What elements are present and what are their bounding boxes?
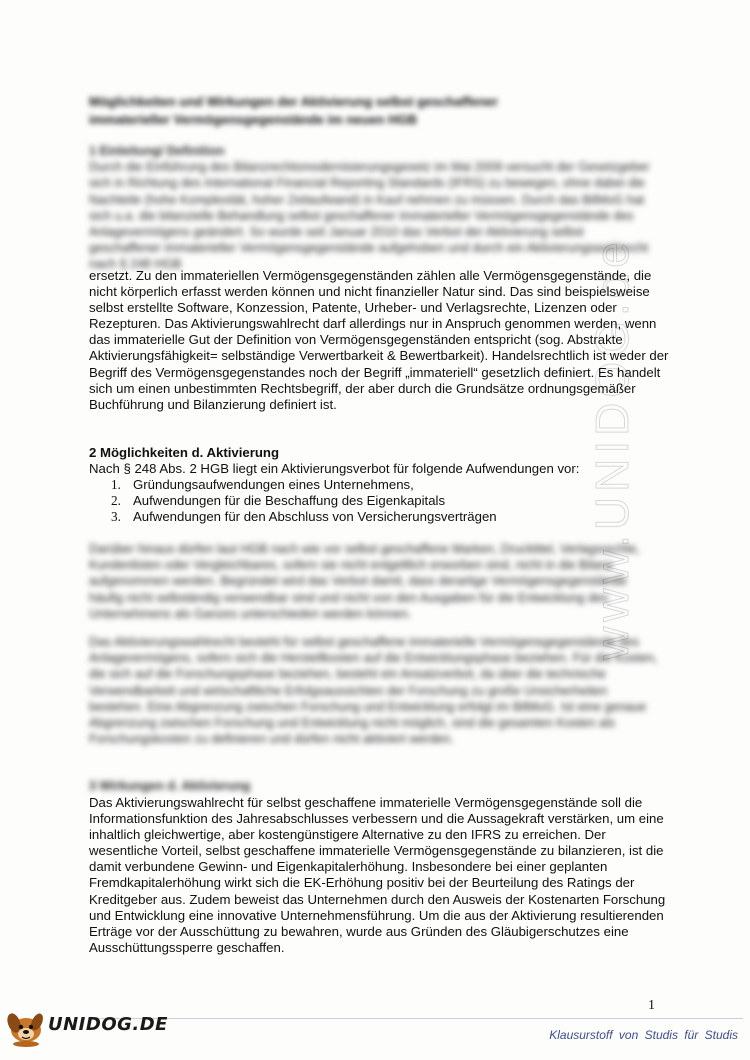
- logo-text: UNIDOG.DE: [48, 1014, 168, 1035]
- exclusion-list: [89, 477, 669, 525]
- list-item-number: 1.: [111, 477, 121, 493]
- list-item-text: Aufwendungen für die Beschaffung des Eigenkapitals: [133, 493, 446, 509]
- section1-blurred-block: [89, 143, 659, 273]
- list-item: [89, 493, 669, 509]
- section3-heading-text: 3 Wirkungen d. Aktivierung: [89, 779, 251, 793]
- list-item-number: 2.: [111, 493, 121, 509]
- list-item-text: Aufwendungen für den Abschluss von Versicherungsverträgen: [133, 509, 497, 525]
- list-item: [89, 509, 669, 525]
- list-item-number: 3.: [111, 509, 121, 525]
- document-title: [89, 93, 649, 129]
- section2-intro: Nach § 248 Abs. 2 HGB liegt ein Aktivierungsverbot für folgende Aufwendungen vor:: [89, 461, 580, 477]
- watermark: www.UNIDOG.de: [586, 237, 638, 660]
- section2-block: [89, 445, 669, 525]
- title-line-2: immaterieller Vermögensgegenstände im neuen HGB: [89, 112, 417, 127]
- section3-heading: [89, 778, 659, 794]
- section1-blurred-text: Durch die Einführung des Bilanzrechtsmodernisierungsgesetz im Mai 2009 versucht der Gesetzgeber sich in Richtung des International Financial Reporting Standards (IFRS) zu bewegen, ohne dabei die Nachteile (hohe Komplexität, hoher Zeitaufwand) in Kauf nehmen zu müssen. Durch das BilMoG hat sich u.a. die bilanzielle Behandlung selbst geschaffener immaterieller Vermögensgegenstände des Anlagevermögens geändert. So wurde seit Januar 2010 das Verbot der Aktivierung selbst geschaffener immaterieller Vermögensgegenstände aufgehoben und durch ein Aktivierungswahlrecht nach § 248 HGB: [89, 160, 650, 272]
- section2-blurred-para-1: Darüber hinaus dürfen laut HGB nach wie vor selbst geschaffene Marken, Drucktitel, Verlagsrechte, Kundenlisten oder Vergleichbares, sofern sie nicht entgeltlich erworben sind, nicht in die Bilanz aufgenommen werden. Begründet wird das Verbot damit, dass derartige Vermögensgegenstände häufig nicht selbständig verwendbar sind und nicht von den Ausgaben für die Entwicklung des Unternehmens als Ganzes unterschieden werden können.: [89, 542, 640, 621]
- section2-blurred-para-2: Das Aktivierungswahlrecht besteht für selbst geschaffene immaterielle Vermögensgegenstände des Anlagevermögens, sofern sich die Herstellkosten auf die Entwicklungsphase beziehen. Für die Kosten, die sich auf die Forschungsphase beziehen, besteht ein Ansatzverbot, da über die technische Verwendbarkeit und wirtschaftliche Erfolgsaussichten der Forschung zu große Unsicherheiten bestehen. Eine Abgrenzung zwischen Forschung und Entwicklung erfolgt im BilMoG. Ist eine genaue Abgrenzung zwischen Forschung und Entwicklung nicht möglich, sind die gesamten Kosten als Forschungskosten zu definieren und dürfen nicht aktiviert werden.: [89, 635, 658, 747]
- page-number: 1: [648, 998, 655, 1013]
- section2-heading: 2 Möglichkeiten d. Aktivierung: [89, 445, 280, 460]
- list-item: [89, 477, 669, 493]
- list-item-text: Gründungsaufwendungen eines Unternehmens,: [133, 477, 414, 493]
- section1-heading: 1 Einleitung/ Definition: [89, 144, 225, 158]
- section1-text: ersetzt. Zu den immateriellen Vermögensgegenständen zählen alle Vermögensgegenstände, die nicht körperlich erfasst werden können und nicht finanzieller Natur sind. Das sind beispielsweise selbst erstellte Software, Konzession, Patente, Urheber- und Verlagsrechte, Lizenzen oder Rezepturen. Das Aktivierungswahlrecht darf allerdings nur in Anspruch genommen werden, wenn das immaterielle Gut der Definition von Vermögensgegenständen entspricht (sog. Abstrakte Aktivierungsfähigkeit= selbständige Verwertbarkeit & Bewertbarkeit). Handelsrechtlich ist weder der Begriff des Vermögensgegenstandes noch der Begriff „immateriell“ gesetzlich definiert. Es handelt sich um einen unbestimmten Rechtsbegriff, der aber durch die Grundsätze ordnungsgemäßer Buchführung und Bilanzierung definiert ist.: [89, 268, 669, 412]
- footer-divider: [88, 1018, 743, 1019]
- title-line-1: Möglichkeiten und Wirkungen der Aktivierung selbst geschaffener: [89, 94, 498, 109]
- footer-tagline: Klausurstoff von Studis für Studis: [549, 1028, 738, 1042]
- section3-text: Das Aktivierungswahlrecht für selbst geschaffene immaterielle Vermögensgegenstände soll die Informationsfunktion des Jahresabschlusses verbessern und die Aussagekraft verstärken, um eine inhaltlich gleichwertige, aber kostengünstigere Alternative zu den IFRS zu erreichen. Der wesentliche Vorteil, selbst geschaffene immaterielle Vermögensgegenstände zu bilanzieren, ist die damit verbundene Gewinn- und Eigenkapitalerhöhung. Insbesondere bei einer geplanten Fremdkapitalerhöhung wirkt sich die EK-Erhöhung positiv bei der Beurteilung des Ratings der Kreditgeber aus. Zudem beweist das Unternehmen durch den Ausweis der Kostenarten Forschung und Entwicklung eine innovative Unternehmensführung. Um die aus der Aktivierung resultierenden Erträge vor der Ausschüttung zu bewahren, wurde aus Gründen des Gläubigerschutzes eine Ausschüttungssperre geschaffen.: [89, 795, 666, 955]
